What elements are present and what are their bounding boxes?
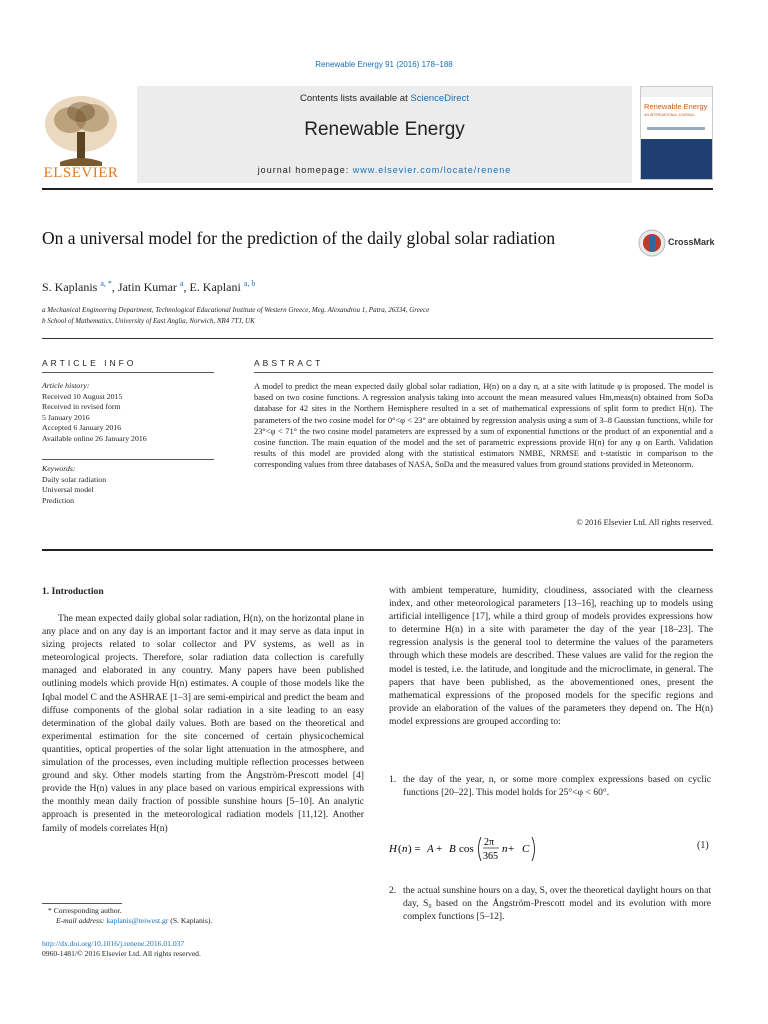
affiliation-b: b School of Mathematics, University of East Anglia, Norwich, NR4 7TJ, UK [42, 317, 255, 325]
journal-homepage-link[interactable]: www.elsevier.com/locate/renene [352, 165, 512, 175]
doi-block [42, 939, 201, 959]
contents-line [137, 93, 632, 104]
crossmark-icon [638, 229, 666, 257]
elsevier-logo [40, 92, 122, 184]
contents-prefix: Contents lists available at [300, 93, 411, 104]
svg-text:H: H [389, 843, 397, 855]
svg-text:365: 365 [483, 851, 498, 862]
keyword-item: Daily solar radiation [42, 474, 107, 484]
list-number: 1. [389, 774, 397, 785]
intro-paragraph-left: The mean expected daily global solar radiation, H(n), on the horizontal plane in any place and on any day is an important factor and it may serve as data input in sizing projects related to solar collector and PV systems, as well as in meteorological projects. Therefore, solar radiation data collection is carefully managed and elaborated in any country. Many papers have been published outlining models which provide H(n) estimates. A couple of those models like the Iqbal model C and the ASHRAE [1–3] are semi-empirical and predict the beam and diffuse components of the global solar radiation in a site leading to an easy determination of the global daily values. Both are based on the theoretical and experimental estimation for the site concerned of certain physicochemical quantities, optical properties of the solar light attenuation in the atmosphere, and simulation of the processes, even including multiple reflection processes between ground and sky. Other models starting from the Ångström-Prescott model [4] provide the H(n) values in any place based on various empirical expressions with the monthly mean daily fraction of possible sunshine hours [5–10]. An analytic approach is presented in the meteorological radiation models [11,12]. Another family of models correlates H(n) [42, 613, 364, 834]
keywords-label: Keywords: [42, 464, 76, 473]
list-text: the day of the year, n, or some more complex expressions based on cyclic functions [20–22]. This model holds for 25°<φ < 60°. [403, 774, 711, 799]
author-affiliation-marker[interactable]: a, b [243, 279, 256, 288]
svg-text:B: B [449, 843, 456, 855]
keyword-item: Universal model [42, 485, 94, 494]
svg-text:(: ( [398, 843, 402, 855]
crossmark-badge[interactable] [638, 229, 718, 259]
history-item: Accepted 6 January 2016 [42, 423, 122, 432]
journal-title: Renewable Energy [304, 119, 465, 140]
svg-text:n: n [502, 843, 508, 855]
abstract-copyright: © 2016 Elsevier Ltd. All rights reserved. [576, 518, 713, 527]
article-title: On a universal model for the prediction of the daily global solar radiation [42, 228, 556, 248]
article-history [42, 381, 214, 444]
journal-citation-link[interactable]: Renewable Energy 91 (2016) 178–188 [315, 60, 453, 69]
body-divider [42, 549, 713, 551]
author-affiliation-marker[interactable]: a [179, 279, 184, 288]
cover-title: Renewable Energy [644, 102, 708, 111]
svg-text:+: + [508, 843, 515, 855]
author-name[interactable]: E. Kaplani [189, 280, 241, 294]
email-line [42, 916, 362, 926]
keyword-item: Prediction [42, 495, 75, 505]
svg-text:+: + [436, 843, 443, 855]
crossmark-label: CrossMark [668, 237, 715, 247]
keywords-rule [42, 459, 214, 460]
journal-homepage-line [137, 165, 632, 175]
info-divider [42, 338, 713, 339]
list-text: the actual sunshine hours on a day, S, over the theoretical daylight hours on that day, S₀ based on the Ångström-Prescott model and its evolution with more complex functions [5–12]. [403, 885, 711, 923]
footnote [42, 906, 362, 926]
author-affiliation-marker[interactable]: a, * [100, 279, 112, 288]
history-item: Received in revised form [42, 402, 121, 411]
email-link[interactable]: kaplanis@teiwest.gr [106, 916, 169, 925]
journal-cover-thumbnail[interactable] [640, 86, 713, 180]
svg-text:) =: ) = [408, 843, 421, 855]
history-item: Received 10 August 2015 [42, 391, 123, 401]
affiliation-a: a Mechanical Engineering Department, Technological Educational Institute of Western Greece, Meg. Alexandrou 1, Patra, 26334, Greece [42, 306, 430, 314]
history-item: 5 January 2016 [42, 412, 90, 422]
footnote-rule [42, 903, 122, 904]
svg-text:C: C [522, 843, 530, 855]
keywords [42, 464, 214, 506]
history-label: Article history: [42, 381, 90, 390]
masthead-divider [42, 188, 713, 190]
email-suffix: (S. Kaplanis). [168, 916, 213, 925]
list-item [389, 773, 713, 799]
author-separator: , [111, 280, 118, 294]
author-separator: , [183, 280, 190, 294]
history-item: Available online 26 January 2016 [42, 433, 147, 443]
author-name[interactable]: Jatin Kumar [117, 280, 177, 294]
section-heading-introduction: 1. Introduction [42, 586, 104, 597]
sciencedirect-link[interactable]: ScienceDirect [410, 93, 469, 104]
equation-formula [389, 832, 589, 866]
email-label: E-mail address: [56, 916, 107, 925]
intro-paragraph-right: with ambient temperature, humidity, cloudiness, associated with the clearness index, and other meteorological parameters [13–16], reaching up to models using artificial intelligence [17], while a third group of models provides expressions how to determine H(n) in a site with parameter the day of the year [18–23]. The regression analysis is the general tool to determine the values of the parameters through which these models are described. These values are valid for the region the model is tested, i.e. the latitude, and longitude and the microclimate, in general. The papers that have been published, as the abovementioned ones, present the mathematical expressions of the proposed models for the specific regions and provide an elaboration of the values of the parameters they depend on. The H(n) model expressions are grouped according to: [389, 585, 713, 727]
svg-text:n: n [402, 843, 408, 855]
list-item [389, 884, 713, 923]
abstract-rule [254, 372, 713, 373]
abstract-text: A model to predict the mean expected daily global solar radiation, H(n) on a day n, at a site with latitude φ is proposed. The model is based on two cosine functions. A regression analysis taking into account the mean measured values Hm,meas(n) obtained from SoDa database for 42 sites in the Northern Hemisphere resulted in a set of mathematical expressions of split form to predict H(n). The parameters of the two cosine model for 0°<φ < 23° are obtained by regression analysis using a sum of 3–8 Gaussian functions, while for 23°<φ < 71° the two cosine model parameters are expressed by a sum of exponential functions or the product of an exponential and a cosine function. The main equation of the model and the set of parametric expressions provide H(n) for any φ on Earth. Validation results of this model are provided along with the statistical estimators NMBE, NRMSE and t-statistic in comparison to the corresponding values from three databases of NASA, SoDa and the measured values from ground stations provided in Meteonorm. [254, 382, 713, 470]
corresponding-author-note: * Corresponding author. [48, 906, 122, 915]
article-info-rule [42, 372, 214, 373]
equation-1 [389, 832, 713, 862]
issn-copyright: 0960-1481/© 2016 Elsevier Ltd. All rights reserved. [42, 949, 201, 958]
cover-subtitle: AN INTERNATIONAL JOURNAL [644, 113, 695, 117]
doi-link[interactable]: http://dx.doi.org/10.1016/j.renene.2016.01.037 [42, 939, 185, 948]
author-name[interactable]: S. Kaplanis [42, 280, 98, 294]
author-list [42, 279, 255, 295]
svg-text:A: A [427, 843, 434, 855]
abstract-header: ABSTRACT [254, 358, 324, 368]
equation-number: (1) [697, 840, 709, 851]
list-number: 2. [389, 885, 397, 896]
svg-text:2π: 2π [484, 837, 495, 848]
article-info-header: ARTICLE INFO [42, 358, 137, 368]
homepage-prefix: journal homepage: [257, 165, 353, 175]
affiliations [42, 305, 642, 327]
elsevier-wordmark: ELSEVIER [43, 165, 119, 181]
svg-text:cos: cos [459, 843, 474, 855]
